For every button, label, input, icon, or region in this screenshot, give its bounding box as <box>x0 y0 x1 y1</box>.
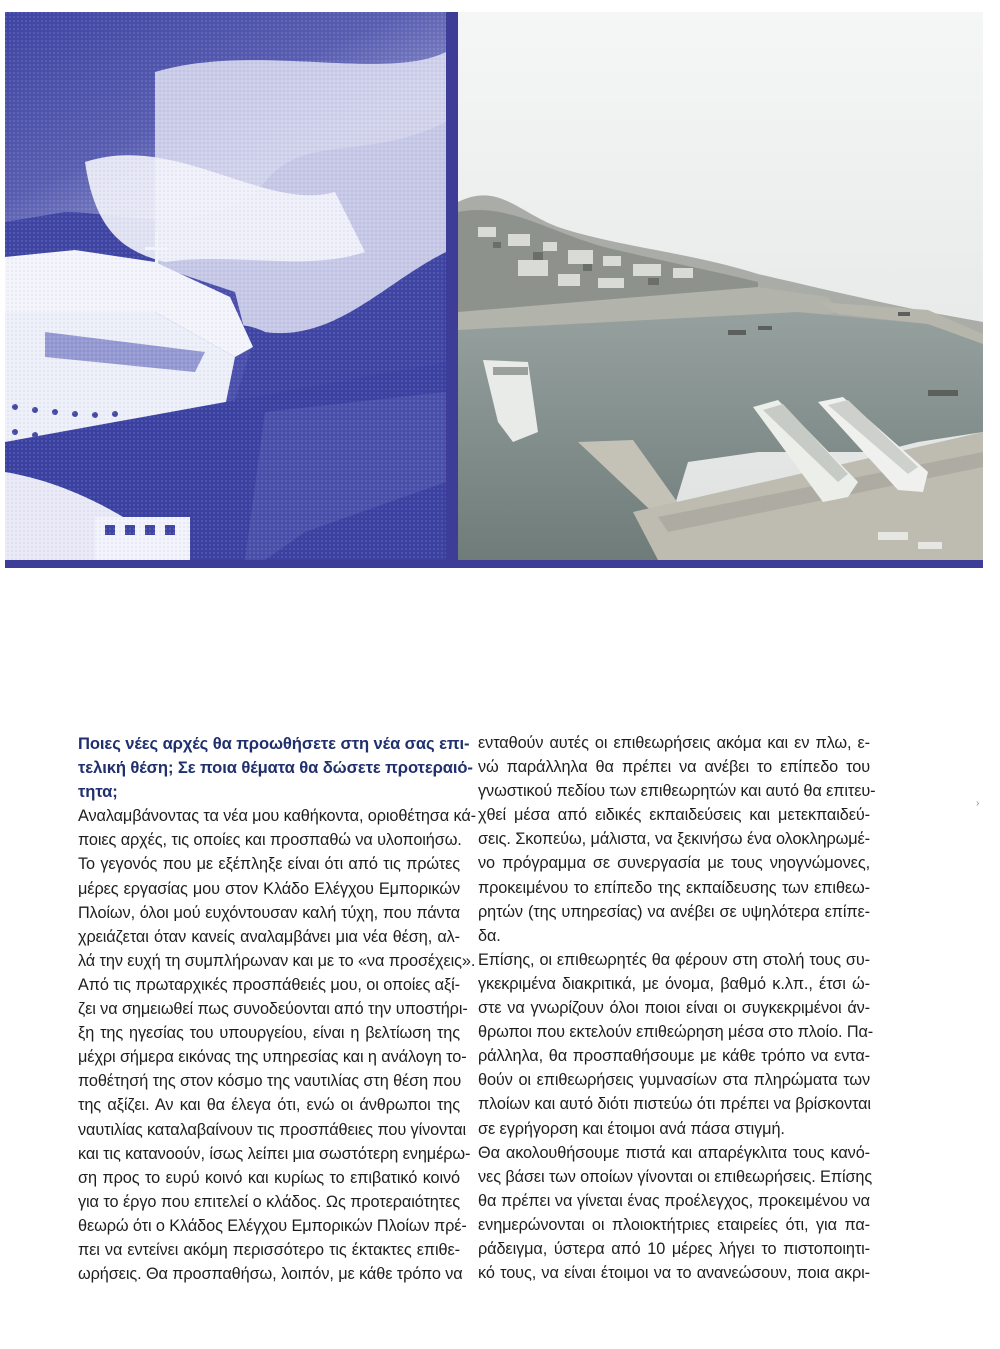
paragraph-line: χθεί μέσα από ειδικές εκπαιδεύσεις και μετεκπαιδεύ- <box>478 806 870 825</box>
article-column-right <box>478 731 876 1285</box>
paragraph-line: νες βάσει των οποίων γίνονται οι επιθεωρήσεις. Επίσης <box>478 1167 873 1186</box>
paragraph-line: σε εγρήγορση και έτοιμοι ανά πάσα στιγμή. <box>478 1119 785 1138</box>
paragraph-line: γνωστικού πεδίου των επιθεωρητών και αυτό θα επιτευ- <box>478 782 876 801</box>
paragraph-line: νο πρόγραμμα σε συνεργασία με τους νηογνώμονες, <box>478 854 870 873</box>
paragraph-line: της αξίζει. Αν και θα έλεγα ότι, ενώ οι άνθρωποι της <box>78 1096 460 1115</box>
paragraph-line: Επίσης, οι επιθεωρητές θα φέρουν στη στολή τους συ- <box>478 950 870 969</box>
photo-divider-horizontal <box>5 560 983 568</box>
paragraph-line: Αναλαμβάνοντας τα νέα μου καθήκοντα, οριοθέτησα κά- <box>78 807 476 826</box>
paragraph-line: νώ παράλληλα θα πρέπει να ανέβει το επίπεδο του <box>478 758 870 777</box>
paragraph-line: ενημερώνονται οι πλοιοκτήτριες εταιρείες ότι, για πα- <box>478 1215 870 1234</box>
paragraph-line: μέχρι σήμερα εικόνας της υπηρεσίας και η ανάλογη το- <box>78 1048 467 1067</box>
photo-divider-vertical <box>446 12 458 560</box>
paragraph-line: στε να γνωρίζουν όλοι ποιοι είναι οι συγκεκριμένοι άν- <box>478 999 870 1018</box>
harbour-aerial-photo <box>458 12 983 560</box>
paragraph-line: ξη της ηγεσίας του υπουργείου, είναι η βελτίωση της <box>78 1024 460 1043</box>
photo-band <box>5 12 983 568</box>
paragraph-line: και τις κατανοούν, ίσως λείπει μια σωστότερη ενημέρω- <box>78 1144 471 1163</box>
paragraph-line: Το γεγονός που με εξέπληξε είναι ότι από τις πρώτες <box>78 855 460 874</box>
paragraph-line: χρειάζεται όταν κανείς αναλαμβάνει μια νέα θέση, αλ- <box>78 927 460 946</box>
cruise-ship-illustration <box>5 12 446 560</box>
paragraph-line: ση προς το ευρύ κοινό και κυρίως το επιβατικό κοινό <box>78 1168 460 1187</box>
paragraph-line: προκειμένου το επίπεδο της εκπαίδευσης των επιθεω- <box>478 878 870 897</box>
paragraph-line: κό τους, να είναι έτοιμοι να το ανανεώσουν, ποια ακρι- <box>478 1264 870 1283</box>
paragraph-line: ενταθούν αυτές οι επιθεωρήσεις ακόμα και εν πλω, ε- <box>478 734 870 752</box>
paragraph-line: ρητών (της υπηρεσίας) να ανέβει σε υψηλότερα επίπε- <box>478 902 870 921</box>
interview-question-line: τητα; <box>78 782 118 802</box>
interview-question-line: τελική θέση; Σε ποια θέματα θα δώσετε προτεραιό- <box>78 758 473 778</box>
paragraph-line: ποιες αρχές, τις οποίες και προσπαθώ να υλοποιήσω. <box>78 831 462 850</box>
cruise-ship-photo <box>5 12 446 560</box>
paragraph-line: μέρες εργασίας μου στον Κλάδο Ελέγχου Εμπορικών <box>78 879 460 898</box>
paragraph-line: θρωποι που εκτελούν επιθεώρηση μέσα στο πλοίο. Πα- <box>478 1023 874 1042</box>
paragraph-line: θα πρέπει να γίνεται ένας προέλεγχος, προκειμένου να <box>478 1191 870 1210</box>
paragraph-line: Θα ακολουθήσουμε πιστά και απαρέγκλιτα τους κανό- <box>478 1143 870 1162</box>
harbour-illustration <box>458 12 983 560</box>
paragraph-line: λά την ευχή τη συμπλήρωναν και με το «να προσέχεις». <box>78 951 476 970</box>
paragraph-line: ζει να σημειωθεί πως συνοδεύονται από την υποστήρι- <box>78 1000 468 1019</box>
article-column-left <box>78 732 476 1286</box>
paragraph-line: για το έργο που επιτελεί ο κλάδος. Ως προτεραιότητες <box>78 1192 460 1211</box>
paragraph-line: θούν οι επιθεωρήσεις γυμνασίων στα πληρώματα των <box>478 1071 870 1090</box>
paragraph-line: θεωρώ ότι ο Κλάδος Ελέγχου Εμπορικών Πλοίων πρέ- <box>78 1216 467 1235</box>
paragraph-line: Από τις πρωταρχικές προσπάθειές μου, οι οποίες αξί- <box>78 975 460 994</box>
paragraph-line: ράλληλα, θα προσπαθήσουμε με κάθε τρόπο να εντα- <box>478 1047 870 1066</box>
paragraph-line: ναυτιλίας καταλαβαίνουν τις προσπάθειες που γίνονται <box>78 1120 467 1139</box>
paragraph-line: πλοίων και αυτό διότι πιστεύω ότι πρέπει να βρίσκονται <box>478 1095 871 1114</box>
paragraph-line: ποθέτησή της στον κόσμο της ναυτιλίας στη θέση που <box>78 1072 462 1091</box>
paragraph-line: σεις. Σκοπεύω, μάλιστα, να ξεκινήσω ένα ολοκληρωμέ- <box>478 830 870 849</box>
paragraph-line: ράδειγμα, ύστερα από 10 μέρες λήγει το πιστοποιητι- <box>478 1239 870 1258</box>
paragraph-line: πει να εντείνει ακόμη περισσότερο τις έκτακτες επιθε- <box>78 1240 460 1259</box>
interview-question-line: Ποιες νέες αρχές θα προωθήσετε στη νέα σας επι- <box>78 734 470 753</box>
paragraph-line: δα. <box>478 926 501 945</box>
paragraph-line: ωρήσεις. Θα προσπαθήσω, λοιπόν, με κάθε τρόπο να <box>78 1265 463 1284</box>
margin-mark: › <box>976 798 980 809</box>
paragraph-line: γκεκριμένα διακριτικά, με όνομα, βαθμό κ.λπ., έτσι ώ- <box>478 974 870 993</box>
paragraph-line: Πλοίων, όλοι μού ευχόντουσαν καλή τύχη, που πάντα <box>78 903 460 922</box>
